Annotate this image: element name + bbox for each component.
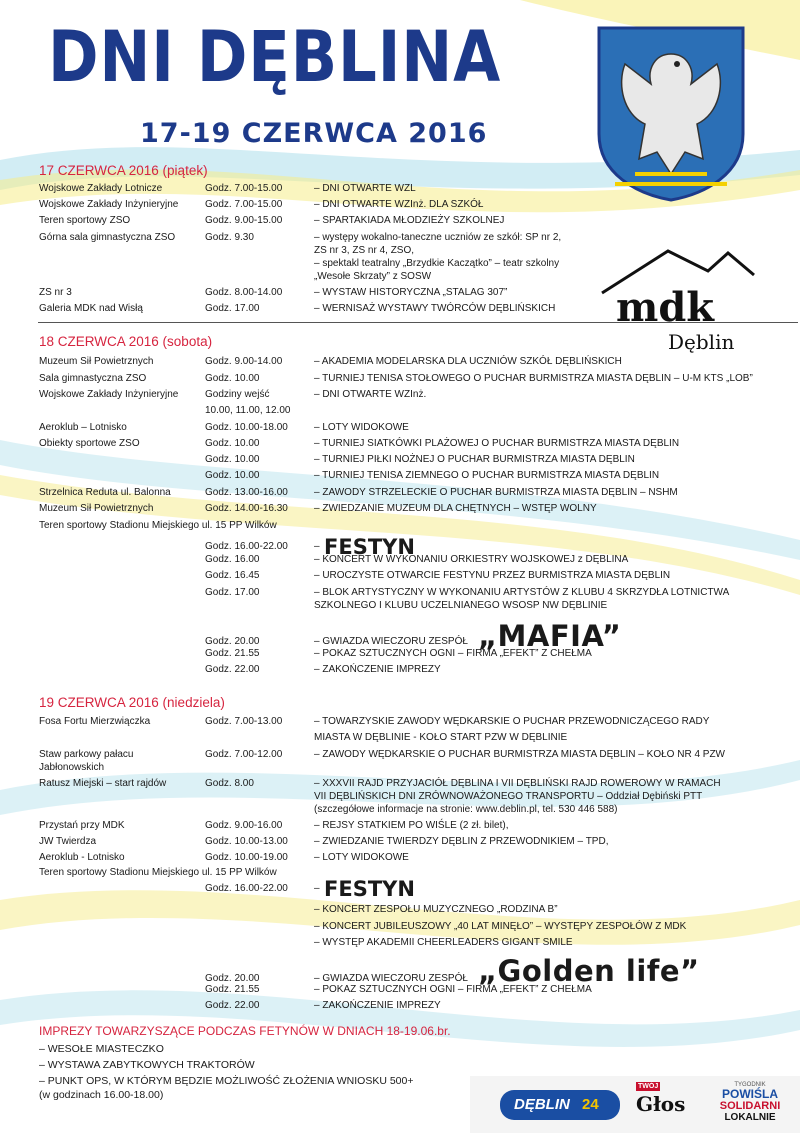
day2-heading: 18 CZERWCA 2016 (sobota) — [39, 334, 213, 349]
schedule-time: Godz. 9.00-15.00 — [205, 215, 283, 226]
schedule-time: 10.00, 11.00, 12.00 — [205, 405, 291, 416]
schedule-event: – ZWIEDZANIE TWIERDZY DĘBLIN Z PRZEWODNIKIEM – TPD, — [314, 836, 609, 847]
schedule-event: – ZAKOŃCZENIE IMPREZY — [314, 664, 441, 675]
schedule-time: Godz. 13.00-16.00 — [205, 487, 288, 498]
schedule-place: Wojskowe Zakłady Inżynieryjne — [39, 389, 179, 400]
solidarni-logo — [712, 1082, 788, 1130]
schedule-event: – ZAKOŃCZENIE IMPREZY — [314, 1000, 441, 1011]
schedule-event: – WERNISAŻ WYSTAWY TWÓRCÓW DĘBLIŃSKICH — [314, 303, 556, 314]
mdk-logo-icon — [598, 245, 758, 357]
schedule-event: – KONCERT JUBILEUSZOWY „40 LAT MINĘŁO” – WYSTĘPY ZESPOŁÓW Z MDK — [314, 921, 687, 932]
deblin24-text: DĘBLIN — [514, 1096, 570, 1113]
powisla-text: POWIŚLA — [722, 1087, 778, 1101]
star-label: – GWIAZDA WIECZORU ZESPÓŁ — [314, 973, 468, 984]
schedule-time: Godz. 7.00-12.00 — [205, 749, 283, 760]
schedule-event: – REJSY STATKIEM PO WIŚLE (2 zł. bilet), — [314, 820, 509, 831]
lokalnie-text: LOKALNIE — [724, 1112, 776, 1123]
glos-text: Głos — [636, 1092, 686, 1116]
schedule-event: – występy wokalno-taneczne uczniów ze szkół: SP nr 2, — [314, 232, 562, 243]
festyn-time: Godz. 16.00-22.00 — [205, 883, 288, 894]
schedule-time: Godz. 16.45 — [205, 570, 260, 581]
schedule-event: ZS nr 3, ZS nr 4, ZSO, — [314, 245, 415, 256]
star-time: Godz. 20.00 — [205, 973, 260, 984]
star-label: – GWIAZDA WIECZORU ZESPÓŁ — [314, 636, 468, 647]
schedule-event: – DNI OTWARTE WZInż. — [314, 389, 427, 400]
schedule-place: Fosa Fortu Mierzwiączka — [39, 716, 151, 727]
day3-heading: 19 CZERWCA 2016 (niedziela) — [39, 695, 225, 710]
schedule-place: Górna sala gimnastyczna ZSO — [39, 232, 176, 243]
deblin24-logo — [500, 1090, 620, 1120]
schedule-time: Godz. 22.00 — [205, 1000, 260, 1011]
schedule-event: – POKAZ SZTUCZNYCH OGNI – FIRMA „EFEKT” Z CHEŁMA — [314, 648, 592, 659]
schedule-time: Godz. 10.00-13.00 — [205, 836, 288, 847]
schedule-event: „Wesołe Skrzaty” z SOSW — [314, 271, 432, 282]
star-name: „MAFIA” — [478, 619, 622, 653]
stadium-place: Teren sportowy Stadionu Miejskiego ul. 15 PP Wilków — [39, 867, 277, 878]
schedule-place: Obiekty sportowe ZSO — [39, 438, 140, 449]
solidarni-text: SOLIDARNI — [719, 1100, 781, 1112]
mdk-logo-subtitle: Dęblin — [668, 330, 735, 354]
schedule-event: – TURNIEJ TENISA STOŁOWEGO O PUCHAR BURMISTRZA MIASTA DĘBLIN – U-M KTS „LOB” — [314, 373, 753, 384]
schedule-time: Godz. 10.00 — [205, 373, 260, 384]
stadium-place: Teren sportowy Stadionu Miejskiego ul. 15 PP Wilków — [39, 520, 277, 531]
schedule-time: Godz. 21.55 — [205, 984, 260, 995]
schedule-time: Godz. 10.00 — [205, 438, 260, 449]
schedule-place: Wojskowe Zakłady Lotnicze — [39, 183, 163, 194]
schedule-place: Jabłonowskich — [39, 762, 105, 773]
festyn-label: FESTYN — [324, 535, 415, 559]
schedule-time: Godz. 8.00-14.00 — [205, 287, 283, 298]
schedule-event: – TURNIEJ PIŁKI NOŻNEJ O PUCHAR BURMISTRZA MIASTA DĘBLIN — [314, 454, 635, 465]
mdk-logo-text: mdk — [616, 284, 715, 331]
extras-heading: IMPREZY TOWARZYSZĄCE PODCZAS FETYNÓW W DNIACH 18-19.06.br. — [39, 1024, 451, 1038]
star-time: Godz. 20.00 — [205, 636, 260, 647]
festyn-time: Godz. 16.00-22.00 — [205, 541, 288, 552]
schedule-event: – LOTY WIDOKOWE — [314, 422, 409, 433]
schedule-time: Godz. 9.00-16.00 — [205, 820, 283, 831]
schedule-time: Godziny wejść — [205, 389, 270, 400]
schedule-place: Wojskowe Zakłady Inżynieryjne — [39, 199, 179, 210]
schedule-event: – TURNIEJ SIATKÓWKI PLAŻOWEJ O PUCHAR BURMISTRZA MIASTA DĘBLIN — [314, 438, 680, 449]
schedule-time: Godz. 7.00-15.00 — [205, 199, 283, 210]
schedule-place: Strzelnica Reduta ul. Balonna — [39, 487, 171, 498]
event-dates: 17-19 CZERWCA 2016 — [140, 118, 488, 149]
schedule-event: – KONCERT ZESPOŁU MUZYCZNEGO „RODZINA B” — [314, 904, 558, 915]
schedule-event: – DNI OTWARTE WZL — [314, 183, 416, 194]
schedule-event: – DNI OTWARTE WZInż. DLA SZKÓŁ — [314, 199, 484, 210]
schedule-event: – spektakl teatralny „Brzydkie Kaczątko” – teatr szkolny — [314, 258, 560, 269]
schedule-time: Godz. 17.00 — [205, 303, 260, 314]
schedule-place: Ratusz Miejski – start rajdów — [39, 778, 167, 789]
deblin24-suffix: 24 — [582, 1096, 599, 1113]
schedule-place: Przystań przy MDK — [39, 820, 125, 831]
festyn-dash: – — [314, 883, 320, 894]
schedule-time: Godz. 9.00-14.00 — [205, 356, 283, 367]
schedule-event: – SPARTAKIADA MŁODZIEŻY SZKOLNEJ — [314, 215, 505, 226]
schedule-event: – TOWARZYSKIE ZAWODY WĘDKARSKIE O PUCHAR PRZEWODNICZĄCEGO RADY — [314, 716, 710, 727]
schedule-place: Aeroklub – Lotnisko — [39, 422, 127, 433]
schedule-event: – ZAWODY STRZELECKIE O PUCHAR BURMISTRZA MIASTA DĘBLIN – NSHM — [314, 487, 678, 498]
schedule-time: Godz. 22.00 — [205, 664, 260, 675]
schedule-event: – LOTY WIDOKOWE — [314, 852, 409, 863]
schedule-place: Muzeum Sił Powietrznych — [39, 356, 154, 367]
schedule-event: – BLOK ARTYSTYCZNY W WYKONANIU ARTYSTÓW Z KLUBU 4 SKRZYDŁA LOTNICTWA — [314, 587, 730, 598]
schedule-place: JW Twierdza — [39, 836, 97, 847]
schedule-event: – AKADEMIA MODELARSKA DLA UCZNIÓW SZKÓŁ DĘBLIŃSKICH — [314, 356, 622, 367]
schedule-event: – WYSTĘP AKADEMII CHEERLEADERS GIGANT SMILE — [314, 937, 573, 948]
schedule-event: VII DĘBLIŃSKICH DNI ZRÓWNOWAŻONEGO TRANSPORTU – Oddział Dębiński PTT — [314, 791, 703, 802]
schedule-event: – TURNIEJ TENISA ZIEMNEGO O PUCHAR BURMISTRZA MIASTA DĘBLIN — [314, 470, 660, 481]
schedule-event: SZKOLNEGO I KLUBU UCZELNIANEGO WSOSP NW DĘBLINIE — [314, 600, 608, 611]
schedule-time: Godz. 17.00 — [205, 587, 260, 598]
festyn-dash: – — [314, 541, 320, 552]
schedule-time: Godz. 9.30 — [205, 232, 254, 243]
schedule-event: – POKAZ SZTUCZNYCH OGNI – FIRMA „EFEKT” Z CHEŁMA — [314, 984, 592, 995]
schedule-time: Godz. 10.00 — [205, 454, 260, 465]
glos-top: TWÓJ — [638, 1083, 659, 1090]
extras-item: – PUNKT OPS, W KTÓRYM BĘDZIE MOŻLIWOŚĆ ZŁOŻENIA WNIOSKU 500+ — [39, 1075, 414, 1087]
schedule-place: ZS nr 3 — [39, 287, 72, 298]
schedule-event: – ZAWODY WĘDKARSKIE O PUCHAR BURMISTRZA MIASTA DĘBLIN – KOŁO NR 4 PZW — [314, 749, 725, 760]
festyn-label: FESTYN — [324, 877, 415, 901]
star-name: „Golden life” — [478, 954, 700, 988]
schedule-time: Godz. 7.00-15.00 — [205, 183, 283, 194]
schedule-time: Godz. 10.00-18.00 — [205, 422, 288, 433]
schedule-place: Aeroklub - Lotnisko — [39, 852, 125, 863]
schedule-event: (szczegółowe informacje na stronie: www.deblin.pl, tel. 530 446 588) — [314, 804, 618, 815]
eagle-crest-icon — [595, 24, 747, 202]
powisla-top: TYGODNIK — [734, 1082, 766, 1088]
day1-heading: 17 CZERWCA 2016 (piątek) — [39, 163, 208, 178]
schedule-event: – KONCERT W WYKONANIU ORKIESTRY WOJSKOWEJ z DĘBLINA — [314, 554, 629, 565]
schedule-place: Teren sportowy ZSO — [39, 215, 131, 226]
schedule-time: Godz. 8.00 — [205, 778, 254, 789]
schedule-time: Godz. 10.00 — [205, 470, 260, 481]
schedule-event: – ZWIEDZANIE MUZEUM DLA CHĘTNYCH – WSTĘP WOLNY — [314, 503, 597, 514]
schedule-event: – XXXVII RAJD PRZYJACIÓŁ DĘBLINA I VII DĘBLIŃSKI RAJD ROWEROWY W RAMACH — [314, 778, 721, 789]
schedule-place: Sala gimnastyczna ZSO — [39, 373, 147, 384]
schedule-time: Godz. 10.00-19.00 — [205, 852, 288, 863]
schedule-event: – WYSTAW HISTORYCZNA „STALAG 307” — [314, 287, 508, 298]
schedule-place: Galeria MDK nad Wisłą — [39, 303, 143, 314]
schedule-event: MIASTA W DĘBLINIE - KOŁO START PZW W DĘBLINIE — [314, 732, 568, 743]
section-divider — [38, 322, 798, 323]
page-title: DNI DĘBLINA — [48, 16, 502, 98]
extras-item: – WYSTAWA ZABYTKOWYCH TRAKTORÓW — [39, 1059, 255, 1071]
extras-item: – WESOŁE MIASTECZKO — [39, 1043, 164, 1055]
extras-item: (w godzinach 16.00-18.00) — [39, 1089, 164, 1101]
schedule-time: Godz. 7.00-13.00 — [205, 716, 283, 727]
glos-logo — [636, 1082, 692, 1122]
schedule-event: – UROCZYSTE OTWARCIE FESTYNU PRZEZ BURMISTRZA MIASTA DĘBLIN — [314, 570, 671, 581]
schedule-place: Muzeum Sił Powietrznych — [39, 503, 154, 514]
schedule-time: Godz. 16.00 — [205, 554, 260, 565]
schedule-place: Staw parkowy pałacu — [39, 749, 134, 760]
schedule-time: Godz. 14.00-16.30 — [205, 503, 288, 514]
schedule-time: Godz. 21.55 — [205, 648, 260, 659]
